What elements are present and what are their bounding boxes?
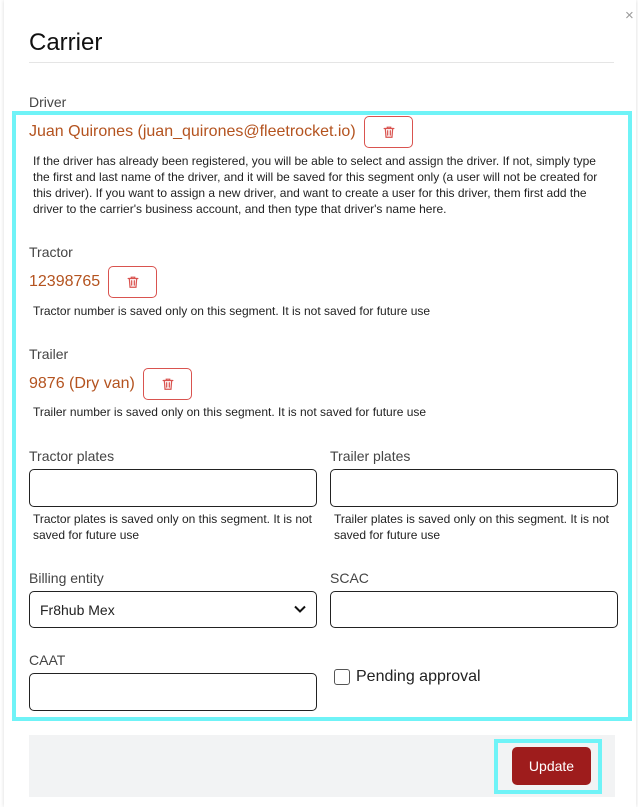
delete-driver-button[interactable] <box>364 116 413 148</box>
trash-icon <box>161 377 175 391</box>
delete-tractor-button[interactable] <box>108 266 157 298</box>
trailer-label: Trailer <box>29 346 69 362</box>
tractor-plates-input[interactable] <box>29 469 317 507</box>
caat-label: CAAT <box>29 652 66 668</box>
chevron-down-icon <box>294 604 306 616</box>
trailer-help-text: Trailer number is saved only on this segment. It is not saved for future use <box>33 405 427 419</box>
tractor-plates-help-text: Tractor plates is saved only on this segment. It is not saved for future use <box>33 512 313 542</box>
modal-title: Carrier <box>29 29 103 56</box>
trash-icon <box>382 125 396 139</box>
billing-entity-selected: Fr8hub Mex <box>40 601 115 618</box>
tractor-plates-label: Tractor plates <box>29 448 115 464</box>
driver-label: Driver <box>29 94 67 110</box>
title-divider <box>29 62 614 63</box>
scac-label: SCAC <box>330 570 369 586</box>
close-icon[interactable]: × <box>625 7 634 24</box>
update-button[interactable]: Update <box>512 747 591 785</box>
trash-icon <box>126 275 140 289</box>
trailer-plates-input[interactable] <box>330 469 618 507</box>
billing-entity-select[interactable] <box>29 591 317 628</box>
pending-approval-checkbox[interactable] <box>334 669 350 685</box>
tractor-help-text: Tractor number is saved only on this segment. It is not saved for future use <box>33 304 431 318</box>
delete-trailer-button[interactable] <box>143 368 192 400</box>
tractor-value[interactable]: 12398765 <box>29 273 101 290</box>
tractor-label: Tractor <box>29 244 73 260</box>
carrier-modal <box>4 0 636 807</box>
pending-approval-control[interactable] <box>334 668 481 686</box>
scac-input[interactable] <box>330 591 618 628</box>
driver-help-text: If the driver has already been registered, you will be able to select and assign the driver. If not, simply type the first and last name of the driver, and it will be saved for this segment only (a user will not be created for this driver). If you want to assign a new driver, and want to create a user for this driver, them first add the driver to the carrier's business account, and then type that driver's name here. <box>33 154 598 216</box>
trailer-plates-help-text: Trailer plates is saved only on this segment. It is not saved for future use <box>334 512 610 542</box>
pending-approval-label[interactable]: Pending approval <box>356 668 481 685</box>
trailer-value[interactable]: 9876 (Dry van) <box>29 375 135 392</box>
caat-input[interactable] <box>29 673 317 711</box>
trailer-plates-label: Trailer plates <box>330 448 411 464</box>
billing-entity-label: Billing entity <box>29 570 104 586</box>
driver-value[interactable]: Juan Quirones (juan_quirones@fleetrocket.io) <box>29 123 356 140</box>
